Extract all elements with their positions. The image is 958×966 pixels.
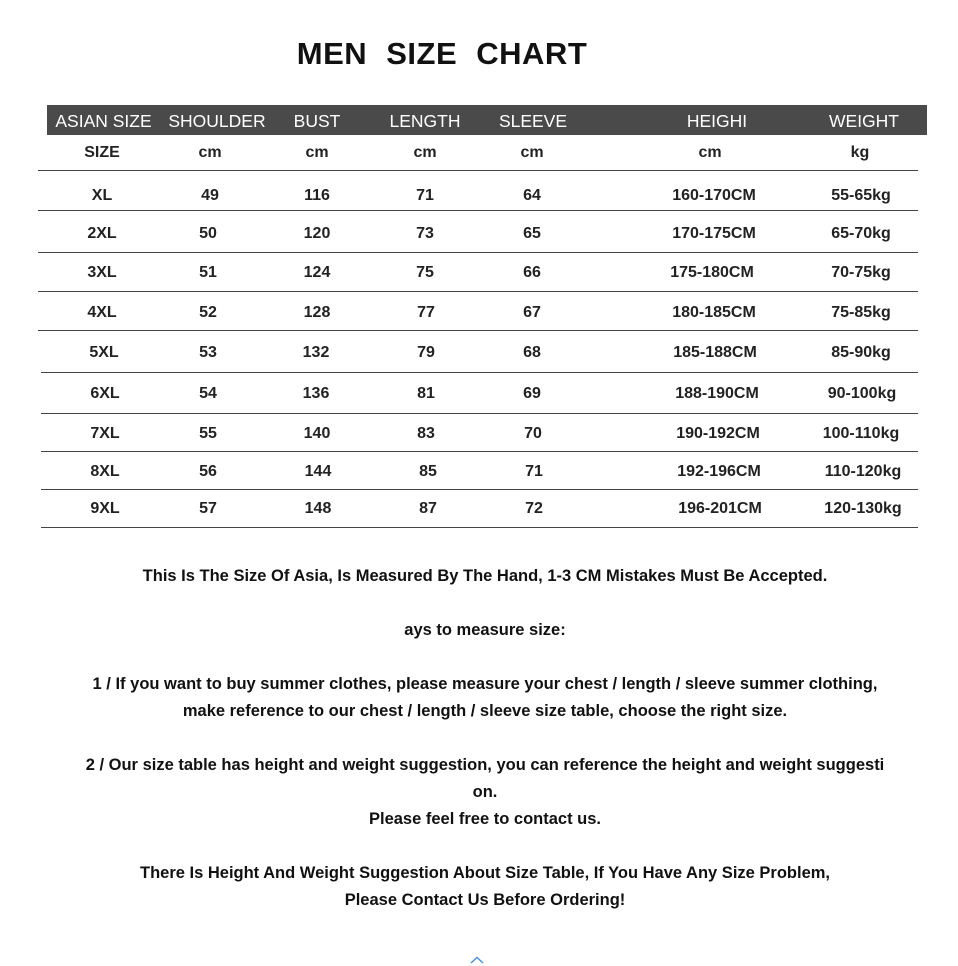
row-divider: [38, 291, 918, 292]
cell-bust: 120: [303, 225, 331, 242]
cell-sleeve: 65: [523, 225, 541, 242]
closing-line-1: There Is Height And Weight Suggestion About Size Table, If You Have Any Size Problem,: [139, 864, 831, 882]
closing-line-2: Please Contact Us Before Ordering!: [344, 891, 626, 909]
row-divider: [38, 330, 918, 331]
cell-size: 2XL: [87, 225, 117, 242]
cell-weight: 65-70kg: [831, 225, 891, 242]
cell-shoulder: 55: [199, 425, 217, 442]
cell-height: 185-188CM: [673, 344, 757, 361]
table-row: [0, 334, 958, 372]
cell-bust: 148: [304, 500, 332, 517]
cell-sleeve: 67: [523, 304, 541, 321]
closing-note: [40, 860, 930, 914]
cell-height: 160-170CM: [672, 187, 756, 204]
tip-2-line-1: 2 / Our size table has height and weight suggestion, you can reference the height and weight suggesti: [85, 756, 885, 774]
cell-weight: 55-65kg: [831, 187, 891, 204]
cell-weight: 75-85kg: [831, 304, 891, 321]
cell-length: 77: [417, 304, 435, 321]
cell-size: 7XL: [90, 425, 120, 442]
table-row: [0, 215, 958, 253]
cell-height: 180-185CM: [672, 304, 756, 321]
unit-weight: kg: [850, 144, 870, 161]
table-row: [0, 254, 958, 292]
cell-length: 75: [416, 264, 434, 281]
accuracy-note: This Is The Size Of Asia, Is Measured By The Hand, 1-3 CM Mistakes Must Be Accepted.: [142, 567, 828, 585]
cell-sleeve: 72: [525, 500, 543, 517]
cell-bust: 124: [303, 264, 331, 281]
row-divider: [41, 527, 918, 528]
tip-1-line-2: make reference to our chest / length / sleeve size table, choose the right size.: [182, 702, 788, 720]
cell-weight: 90-100kg: [827, 385, 897, 402]
measure-tip-1: [40, 671, 930, 725]
cell-size: 9XL: [90, 500, 120, 517]
cell-size: 8XL: [90, 463, 120, 480]
cell-sleeve: 64: [523, 187, 541, 204]
row-divider: [41, 413, 918, 414]
cell-size: 5XL: [89, 344, 119, 361]
page-title: MEN SIZE CHART: [296, 36, 588, 71]
cell-weight: 70-75kg: [831, 264, 891, 281]
tip-1-line-1: 1 / If you want to buy summer clothes, please measure your chest / length / sleeve summer clothing,: [92, 675, 878, 693]
cell-length: 87: [419, 500, 437, 517]
cell-shoulder: 49: [201, 187, 219, 204]
header-shoulder: SHOULDER: [168, 111, 266, 131]
cell-size: 4XL: [87, 304, 117, 321]
cell-weight: 85-90kg: [831, 344, 891, 361]
row-divider: [38, 210, 918, 211]
size-notes: [40, 563, 930, 941]
row-divider: [38, 252, 918, 253]
unit-bust: cm: [305, 144, 329, 161]
cell-height: 170-175CM: [672, 225, 756, 242]
table-row: [0, 375, 958, 413]
cell-bust: 136: [302, 385, 330, 402]
cell-height: 192-196CM: [677, 463, 761, 480]
cell-sleeve: 69: [523, 385, 541, 402]
cell-height: 188-190CM: [675, 385, 759, 402]
cell-shoulder: 56: [199, 463, 217, 480]
cell-size: 6XL: [90, 385, 120, 402]
cell-bust: 116: [304, 187, 330, 204]
cell-length: 85: [419, 463, 437, 480]
size-table-units: [47, 140, 927, 166]
header-bust: BUST: [293, 111, 341, 131]
measure-tip-2: [40, 752, 930, 833]
cell-bust: 144: [304, 463, 332, 480]
size-table-header: [47, 105, 927, 135]
row-divider: [38, 170, 918, 171]
cell-bust: 132: [302, 344, 330, 361]
cell-length: 71: [416, 187, 434, 204]
measure-heading: ays to measure size:: [404, 621, 566, 639]
cell-length: 83: [417, 425, 435, 442]
cell-sleeve: 70: [524, 425, 542, 442]
cell-shoulder: 57: [199, 500, 217, 517]
cell-height: 175-180CM: [670, 264, 754, 281]
cell-shoulder: 54: [199, 385, 217, 402]
header-length: LENGTH: [389, 111, 461, 131]
cell-bust: 140: [303, 425, 331, 442]
table-row: [0, 415, 958, 453]
table-row: [0, 490, 958, 528]
cell-sleeve: 68: [523, 344, 541, 361]
unit-size: SIZE: [84, 144, 120, 161]
row-divider: [41, 372, 918, 373]
tip-2-line-3: Please feel free to contact us.: [368, 810, 601, 828]
row-divider: [41, 451, 918, 452]
unit-length: cm: [413, 144, 437, 161]
cell-length: 73: [416, 225, 434, 242]
unit-sleeve: cm: [520, 144, 544, 161]
cell-length: 81: [417, 385, 435, 402]
cell-sleeve: 71: [525, 463, 543, 480]
cell-size: XL: [91, 187, 113, 204]
cell-shoulder: 52: [199, 304, 217, 321]
tip-2-line-2: on.: [472, 783, 498, 801]
cell-length: 79: [417, 344, 435, 361]
header-sleeve: SLEEVE: [498, 111, 568, 131]
cell-bust: 128: [303, 304, 331, 321]
cell-weight: 120-130kg: [824, 500, 902, 517]
table-row: [0, 294, 958, 332]
cell-sleeve: 66: [523, 264, 541, 281]
cell-shoulder: 51: [199, 264, 217, 281]
cell-height: 190-192CM: [676, 425, 760, 442]
unit-height: cm: [698, 144, 722, 161]
cell-shoulder: 50: [199, 225, 217, 242]
header-weight: WEIGHT: [829, 111, 899, 131]
cell-size: 3XL: [87, 264, 117, 281]
cell-weight: 100-110kg: [822, 425, 900, 442]
header-asian-size: ASIAN SIZE: [55, 111, 152, 131]
unit-shoulder: cm: [198, 144, 222, 161]
cell-weight: 110-120kg: [824, 463, 902, 480]
cell-shoulder: 53: [199, 344, 217, 361]
header-height: HEIGHI: [686, 111, 748, 131]
cell-height: 196-201CM: [678, 500, 762, 517]
chevron-up-icon[interactable]: [470, 956, 484, 964]
table-row: [0, 453, 958, 491]
